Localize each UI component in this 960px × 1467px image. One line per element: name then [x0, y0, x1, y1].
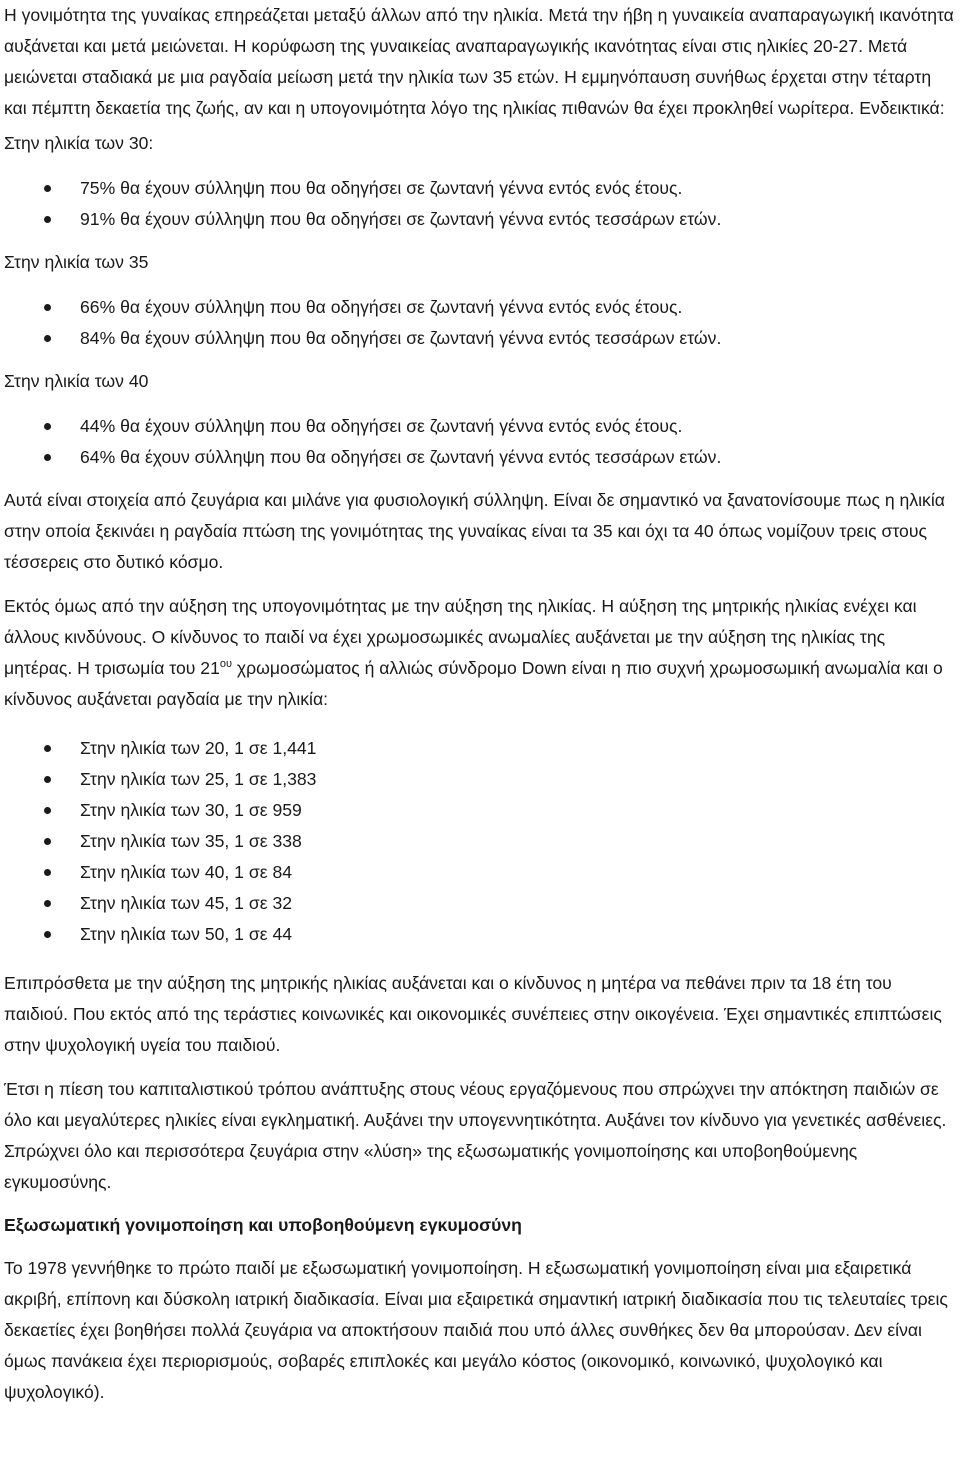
- age-group-list-35: [4, 292, 956, 354]
- age-group-label-30: Στην ηλικία των 30:: [4, 133, 154, 153]
- risks-paragraph: [4, 591, 956, 715]
- age-group-label-35: Στην ηλικία των 35: [4, 252, 149, 272]
- down-syndrome-risk-list: [4, 733, 956, 950]
- ordinal-superscript: ου: [219, 658, 233, 671]
- ivf-paragraph: Το 1978 γεννήθηκε το πρώτο παιδί με εξωσωματική γονιμοποίηση. Η εξωσωματική γονιμοποίηση είναι μια εξαιρετικά ακριβή, επίπονη και δύσκολη ιατρική διαδικασία. Είναι μια εξαιρετικά σημαντική ιατρική διαδικασία που τις τελευταίες τρεις δεκαετίες έχει βοηθήσει πολλά ζευγάρια να αποκτήσουν παιδιά που υπό άλλες συνθήκες δεν θα μπορούσαν. Δεν είναι όμως πανάκεια έχει περιορισμούς, σοβαρές επιπλοκές και μεγάλο κόστος (οικονομικό, κοινωνικό, ψυχολογικό και ψυχολογικό).: [4, 1258, 948, 1402]
- age-group-list-30: [4, 173, 956, 235]
- section-heading: Εξωσωματική γονιμοποίηση και υποβοηθούμενη εγκυμοσύνη: [4, 1215, 522, 1235]
- risks-text-end: χρωμοσώματος ή αλλιώς σύνδρομο Down είναι η πιο συχνή χρωμοσωμική ανωμαλία και ο κίνδυνος αυξάνεται ραγδαία με την ηλικία:: [4, 658, 943, 709]
- intro-paragraph: Η γονιμότητα της γυναίκας επηρεάζεται μεταξύ άλλων από την ηλικία. Μετά την ήβη η γυναικεία αναπαραγωγική ικανότητα αυξάνεται και μετά μειώνεται. Η κορύφωση της γυναικείας αναπαραγωγικής ικανότητας είναι στις ηλικίες 20-27. Μετά μειώνεται σταδιακά με μια ραγδαία μείωση μετά την ηλικία των 35 ετών. Η εμμηνόπαυση συνήθως έρχεται στην τέταρτη και πέμπτη δεκαετία της ζωής, αν και η υπογονιμότητα λόγο της ηλικίας πιθανών θα έχει προκληθεί νωρίτερα. Ενδεικτικά:: [4, 5, 954, 118]
- list-item: Στην ηλικία των 45, 1 σε 32: [4, 888, 956, 919]
- list-item: Στην ηλικία των 40, 1 σε 84: [4, 857, 956, 888]
- list-item: Στην ηλικία των 50, 1 σε 44: [4, 919, 956, 950]
- age-group-label-40: Στην ηλικία των 40: [4, 371, 149, 391]
- risks-text-start: Εκτός όμως από την αύξηση της υπογονιμότητας με την αύξηση της ηλικίας. Η αύξηση της μητρικής ηλικίας ενέχει και άλλους κινδύνους. Ο κίνδυνος το παιδί να έχει χρωμοσωμικές ανωμαλίες αυξάνεται με την αύξηση της ηλικίας της μητέρας. Η τρισωμία του 21: [4, 596, 917, 678]
- list-item: Στην ηλικία των 35, 1 σε 338: [4, 826, 956, 857]
- list-item: 44% θα έχουν σύλληψη που θα οδηγήσει σε ζωντανή γέννα εντός ενός έτους.: [4, 411, 956, 442]
- couples-paragraph: Αυτά είναι στοιχεία από ζευγάρια και μιλάνε για φυσιολογική σύλληψη. Είναι δε σημαντικό να ξανατονίσουμε πως η ηλικία στην οποία ξεκινάει η ραγδαία πτώση της γονιμότητας της γυναίκας είναι τα 35 και όχι τα 40 όπως νομίζουν τρεις στους τέσσερεις στο δυτικό κόσμο.: [4, 490, 945, 572]
- pressure-paragraph: Έτσι η πίεση του καπιταλιστικού τρόπου ανάπτυξης στους νέους εργαζόμενους που σπρώχνει την απόκτηση παιδιών σε όλο και μεγαλύτερες ηλικίες είναι εγκληματική. Αυξάνει την υπογεννητικότητα. Αυξάνει τον κίνδυνο για γενετικές ασθένειες. Σπρώχνει όλο και περισσότερα ζευγάρια στην «λύση» της εξωσωματικής γονιμοποίησης και υποβοηθούμενης εγκυμοσύνης.: [4, 1079, 947, 1192]
- list-item: Στην ηλικία των 20, 1 σε 1,441: [4, 733, 956, 764]
- list-item: 66% θα έχουν σύλληψη που θα οδηγήσει σε ζωντανή γέννα εντός ενός έτους.: [4, 292, 956, 323]
- list-item: 64% θα έχουν σύλληψη που θα οδηγήσει σε ζωντανή γέννα εντός τεσσάρων ετών.: [4, 442, 956, 473]
- list-item: 75% θα έχουν σύλληψη που θα οδηγήσει σε ζωντανή γέννα εντός ενός έτους.: [4, 173, 956, 204]
- list-item: Στην ηλικία των 25, 1 σε 1,383: [4, 764, 956, 795]
- age-group-list-40: [4, 411, 956, 473]
- mortality-paragraph: Επιπρόσθετα με την αύξηση της μητρικής ηλικίας αυξάνεται και ο κίνδυνος η μητέρα να πεθάνει πριν τα 18 έτη του παιδιού. Που εκτός από της τεράστιες κοινωνικές και οικονομικές συνέπειες στην οικογένεια. Έχει σημαντικές επιπτώσεις στην ψυχολογική υγεία του παιδιού.: [4, 973, 942, 1055]
- list-item: 84% θα έχουν σύλληψη που θα οδηγήσει σε ζωντανή γέννα εντός τεσσάρων ετών.: [4, 323, 956, 354]
- list-item: Στην ηλικία των 30, 1 σε 959: [4, 795, 956, 826]
- list-item: 91% θα έχουν σύλληψη που θα οδηγήσει σε ζωντανή γέννα εντός τεσσάρων ετών.: [4, 204, 956, 235]
